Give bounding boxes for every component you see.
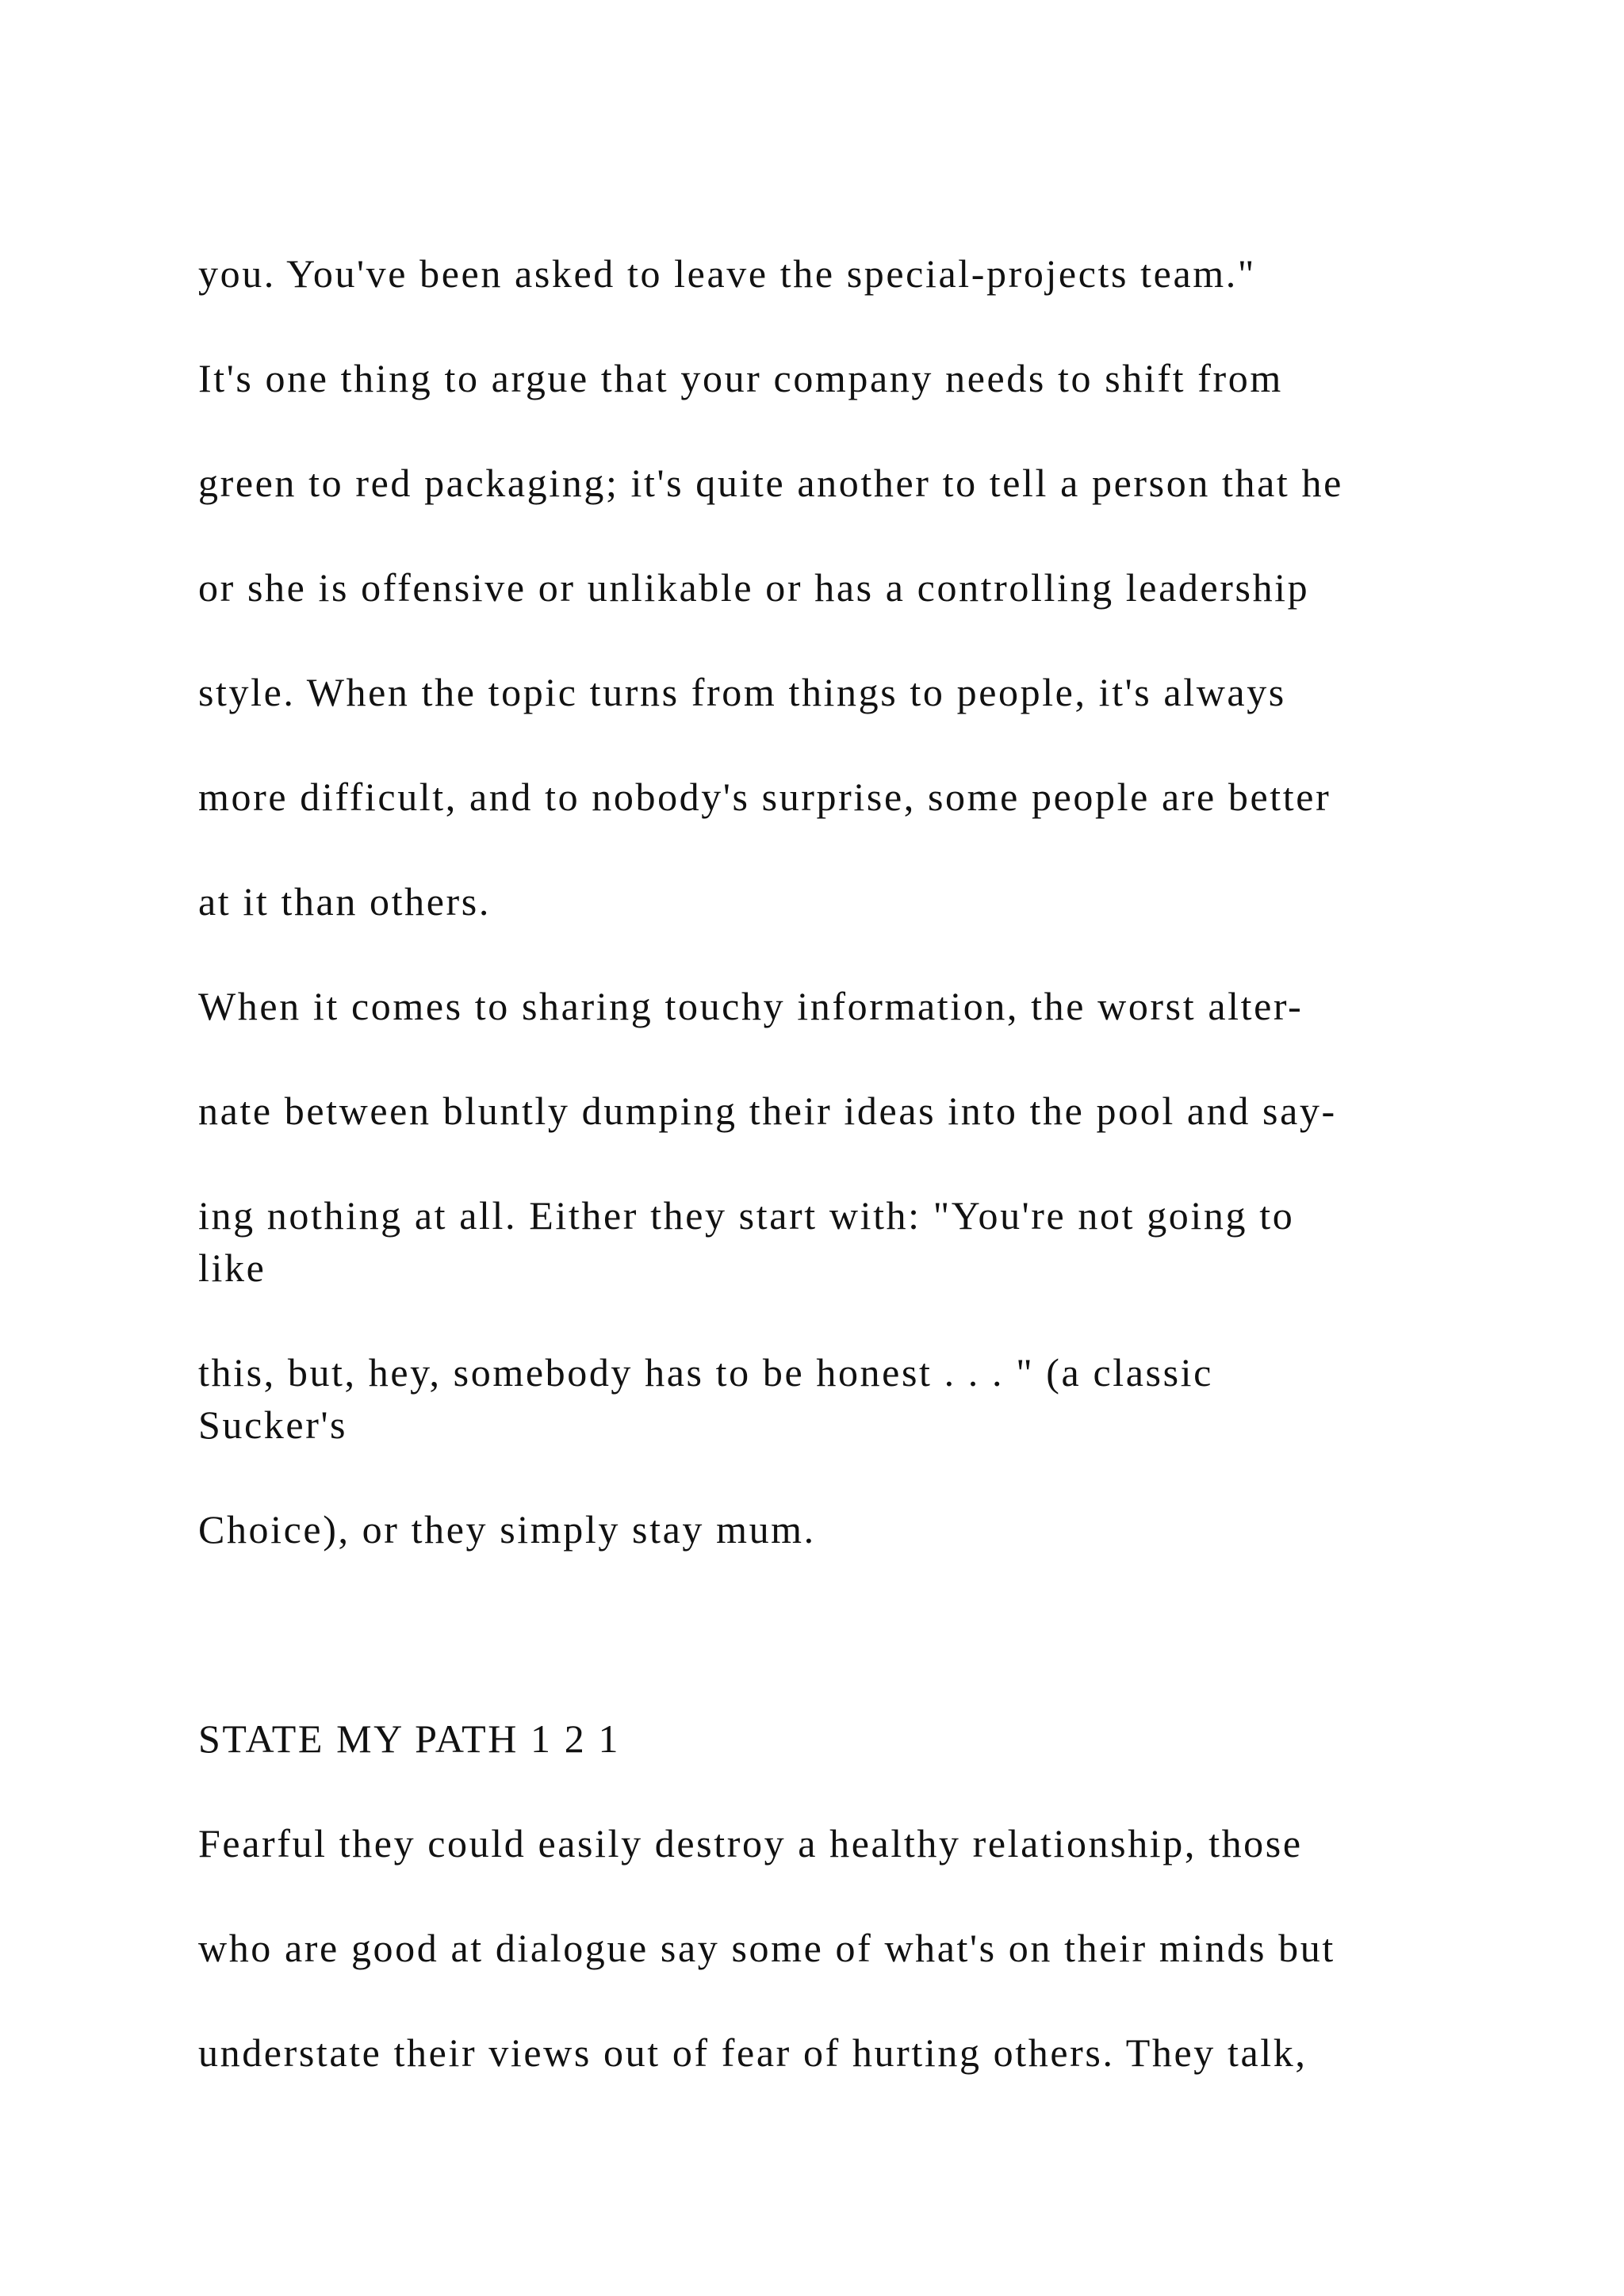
section-heading: STATE MY PATH 1 2 1 bbox=[198, 1716, 621, 1761]
text-line: more difficult, and to nobody's surprise, some people are better bbox=[198, 775, 1331, 819]
text-line: Fearful they could easily destroy a healthy relationship, those bbox=[198, 1821, 1303, 1866]
text-line: or she is offensive or unlikable or has a controlling leadership bbox=[198, 565, 1310, 610]
text-line: Sucker's bbox=[198, 1402, 348, 1447]
text-line: who are good at dialogue say some of what's on their minds but bbox=[198, 1926, 1335, 1970]
text-line: ing nothing at all. Either they start with: "You're not going to bbox=[198, 1193, 1295, 1238]
text-line: you. You've been asked to leave the special-projects team." bbox=[198, 251, 1256, 296]
text-line: When it comes to sharing touchy information, the worst alter- bbox=[198, 984, 1304, 1028]
text-line: style. When the topic turns from things to people, it's always bbox=[198, 670, 1286, 714]
text-line: like bbox=[198, 1246, 266, 1290]
text-line: Choice), or they simply stay mum. bbox=[198, 1507, 816, 1552]
text-line: at it than others. bbox=[198, 879, 491, 924]
text-line: It's one thing to argue that your company needs to shift from bbox=[198, 356, 1283, 400]
text-line: this, but, hey, somebody has to be honest . . . " (a classic bbox=[198, 1350, 1213, 1395]
text-line: green to red packaging; it's quite another to tell a person that he bbox=[198, 461, 1343, 505]
text-line: nate between bluntly dumping their ideas into the pool and say- bbox=[198, 1089, 1337, 1133]
text-line: understate their views out of fear of hurting others. They talk, bbox=[198, 2030, 1308, 2075]
